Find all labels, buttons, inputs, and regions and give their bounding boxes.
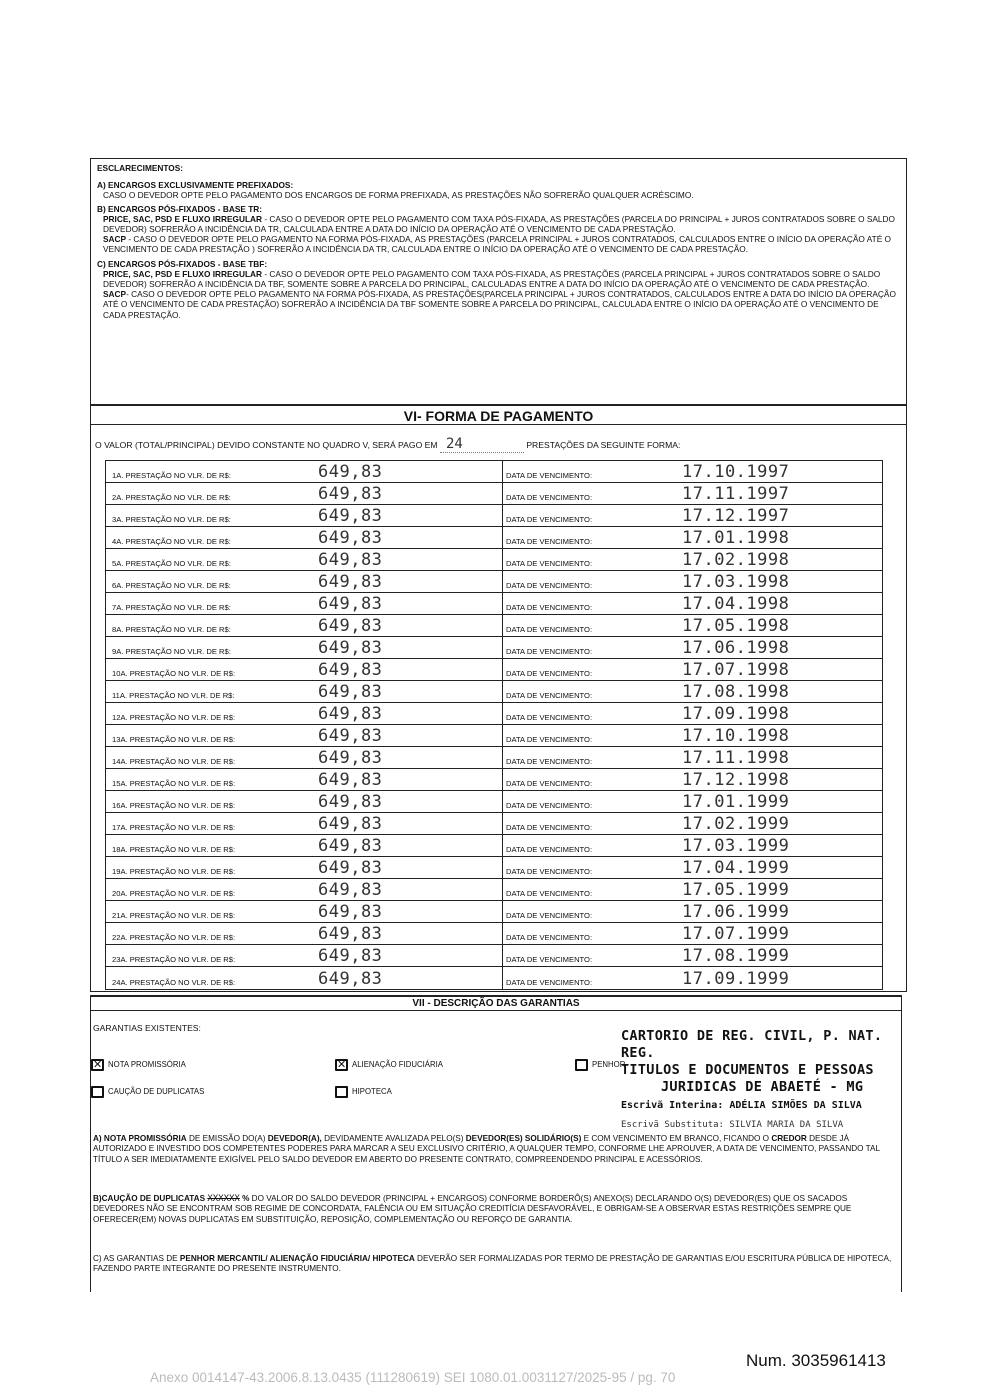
clause-a <box>93 1134 899 1165</box>
esc-c1-text: - CASO O DEVEDOR OPTE PELO PAGAMENTO COM TAXA PÓS-FIXADA, AS PRESTAÇÕES (PARCELA PRINCIPAL + JUROS CONTRATADOS SOBRE O SALDO DEVEDOR) SOFRERÃO A INCIDÊNCIA DA TBF, SOMENTE SOBRE A PARCELA DO PRINCIPAL, CALCULADAS ENTRE A DATA DO INÍCIO DA OPERAÇÃO ATÉ O VENCIMENTO DE CADA PRESTAÇÃO. <box>103 268 881 290</box>
num-prestacoes-field: 24 <box>440 436 524 453</box>
table-row <box>106 615 882 637</box>
clause-a-devedor: DEVEDOR(A), <box>267 1134 322 1143</box>
vencimento-label: DATA DE VENCIMENTO: <box>506 581 593 590</box>
prestacao-label: 13A. PRESTAÇÃO NO VLR. DE R$: <box>112 735 236 744</box>
option-caucao-duplicatas[interactable] <box>91 1086 204 1098</box>
clause-b-head: B)CAUÇÃO DE DUPLICATAS <box>93 1194 206 1203</box>
esc-c2-head: SACP <box>103 289 127 300</box>
prestacao-value: 649,83 <box>318 726 383 746</box>
vencimento-date: 17.05.1998 <box>682 616 790 636</box>
vencimento-label: DATA DE VENCIMENTO: <box>506 647 593 656</box>
cartorio-stamp <box>621 1028 921 1130</box>
clause-a-head: NOTA PROMISSÓRIA <box>103 1134 187 1143</box>
vencimento-date: 17.03.1999 <box>682 836 790 856</box>
prestacao-label: 11A. PRESTAÇÃO NO VLR. DE R$: <box>112 691 235 700</box>
prestacao-value: 649,83 <box>318 594 383 614</box>
prestacao-label: 1A. PRESTAÇÃO NO VLR. DE R$: <box>112 471 231 480</box>
table-row <box>106 461 882 483</box>
forma-pagamento-section <box>90 404 907 992</box>
vencimento-label: DATA DE VENCIMENTO: <box>506 603 593 612</box>
table-row <box>106 527 882 549</box>
hipoteca-label: HIPOTECA <box>352 1087 392 1097</box>
vencimento-date: 17.10.1998 <box>682 726 790 746</box>
vencimento-date: 17.01.1998 <box>682 528 790 548</box>
stamp-line-1: CARTORIO DE REG. CIVIL, P. NAT. REG. <box>621 1028 883 1061</box>
clause-b-pct: % <box>242 1194 250 1203</box>
prestacao-value: 649,83 <box>318 704 383 724</box>
table-row <box>106 857 882 879</box>
option-nota-promissoria[interactable] <box>91 1059 186 1071</box>
clause-c-head: PENHOR MERCANTIL/ ALIENAÇÃO FIDUCIÁRIA/ HIPOTECA <box>179 1254 415 1263</box>
vencimento-label: DATA DE VENCIMENTO: <box>506 779 593 788</box>
clause-b-text: DO VALOR DO SALDO DEVEDOR (PRINCIPAL + ENCARGOS) CONFORME BORDERÔ(S) ANEXO(S) DECLARANDO O(S) DEVEDOR(ES) QUE OS SACADOS DEVEDORES NÃO SE ENCONTRAM SOB REGIME DE CONCORDATA, FALÊNCIA OU EM SITUAÇÃO CREDITÍCIA DESFAVORÁVEL, E OBRIGAM-SE A OBSERVAR ESTAS RESTRIÇÕES SEMPRE QUE OFERECER(EM) NOVAS DUPLICATAS EM SUBSTITUIÇÃO, REPOSIÇÃO, COMPLEMENTAÇÃO OU REFORÇO DE GARANTIA. <box>93 1194 852 1224</box>
vencimento-date: 17.09.1999 <box>682 969 790 989</box>
table-row <box>106 769 882 791</box>
esc-c1-head: PRICE, SAC, PSD E FLUXO IRREGULAR <box>103 268 263 279</box>
esc-b2 <box>97 234 900 254</box>
prestacao-value: 649,83 <box>318 638 383 658</box>
table-row <box>106 659 882 681</box>
prestacao-label: 24A. PRESTAÇÃO NO VLR. DE R$: <box>112 978 236 987</box>
option-alienacao-fiduciaria[interactable] <box>335 1059 443 1071</box>
valor-line <box>95 436 680 453</box>
prestacao-label: 10A. PRESTAÇÃO NO VLR. DE R$: <box>112 669 236 678</box>
table-row <box>106 681 882 703</box>
prestacao-value: 649,83 <box>318 858 383 878</box>
clause-c-prefix: C) AS GARANTIAS DE <box>93 1254 180 1263</box>
clause-a-devedor-solidario: DEVEDOR(ES) SOLIDÁRIO(S) <box>465 1134 582 1143</box>
esc-b1 <box>97 214 900 234</box>
vencimento-label: DATA DE VENCIMENTO: <box>506 625 593 634</box>
prestacao-label: 20A. PRESTAÇÃO NO VLR. DE R$: <box>112 889 236 898</box>
table-row <box>106 923 882 945</box>
stamp-line-2: TITULOS E DOCUMENTOS E PESSOAS <box>621 1062 874 1078</box>
table-row <box>106 813 882 835</box>
vencimento-label: DATA DE VENCIMENTO: <box>506 691 593 700</box>
vencimento-label: DATA DE VENCIMENTO: <box>506 867 593 876</box>
vencimento-date: 17.08.1999 <box>682 946 790 966</box>
prestacao-value: 649,83 <box>318 814 383 834</box>
prestacao-value: 649,83 <box>318 572 383 592</box>
esc-b1-head: PRICE, SAC, PSD E FLUXO IRREGULAR <box>103 213 263 224</box>
vencimento-label: DATA DE VENCIMENTO: <box>506 933 593 942</box>
prestacao-label: 14A. PRESTAÇÃO NO VLR. DE R$: <box>112 757 236 766</box>
table-row <box>106 725 882 747</box>
table-row <box>106 505 882 527</box>
prestacao-value: 649,83 <box>318 946 383 966</box>
clause-b <box>93 1194 899 1225</box>
vencimento-date: 17.04.1998 <box>682 594 790 614</box>
stamp-line-5: Escrivã Substituta: SILVIA MARIA DA SILVA <box>621 1120 844 1130</box>
penhor-checkbox[interactable] <box>575 1059 588 1071</box>
prestacao-label: 6A. PRESTAÇÃO NO VLR. DE R$: <box>112 581 231 590</box>
table-row <box>106 901 882 923</box>
vencimento-label: DATA DE VENCIMENTO: <box>506 889 593 898</box>
esc-c1 <box>97 269 900 289</box>
prestacao-label: 12A. PRESTAÇÃO NO VLR. DE R$: <box>112 713 236 722</box>
annex-reference: Anexo 0014147-43.2006.8.13.0435 (111280619) SEI 1080.01.0031127/2025-95 / pg. 70 <box>150 1370 676 1385</box>
vencimento-date: 17.11.1997 <box>682 484 790 504</box>
garantias-existentes-label: GARANTIAS EXISTENTES: <box>93 1023 201 1033</box>
hipoteca-checkbox[interactable] <box>335 1086 348 1098</box>
stamp-line-3: JURIDICAS DE ABAETÉ - MG <box>661 1079 864 1095</box>
vencimento-label: DATA DE VENCIMENTO: <box>506 493 593 502</box>
vencimento-label: DATA DE VENCIMENTO: <box>506 801 593 810</box>
vencimento-date: 17.05.1999 <box>682 880 790 900</box>
esc-b1-text: - CASO O DEVEDOR OPTE PELO PAGAMENTO COM TAXA PÓS-FIXADA, AS PRESTAÇÕES (PARCELA DO PRINCIPAL + JUROS CONTRATADOS SOBRE O SALDO DEVEDOR) SOFRERÃO A INCIDÊNCIA DA TR, CALCULADA ENTRE A DATA DO INÍCIO DA OPERAÇÃO ATÉ O VENCIMENTO DE CADA PRESTAÇÃO. <box>103 213 895 235</box>
prestacao-label: 22A. PRESTAÇÃO NO VLR. DE R$: <box>112 933 236 942</box>
prestacao-value: 649,83 <box>318 836 383 856</box>
table-row <box>106 637 882 659</box>
prestacao-value: 649,83 <box>318 792 383 812</box>
vencimento-date: 17.07.1999 <box>682 924 790 944</box>
esc-b-heading: B) ENCARGOS PÓS-FIXADOS - BASE TR: <box>97 203 263 214</box>
vencimento-label: DATA DE VENCIMENTO: <box>506 955 593 964</box>
prestacao-value: 649,83 <box>318 969 383 989</box>
vencimento-label: DATA DE VENCIMENTO: <box>506 845 593 854</box>
esc-b2-head: SACP <box>103 234 127 245</box>
prestacao-value: 649,83 <box>318 506 383 526</box>
table-row <box>106 835 882 857</box>
prestacao-value: 649,83 <box>318 902 383 922</box>
prestacao-value: 649,83 <box>318 616 383 636</box>
esc-c2 <box>97 289 900 320</box>
stamp-line-4: Escrivã Interina: ADÉLIA SIMÕES DA SILVA <box>621 1100 862 1111</box>
prestacao-label: 17A. PRESTAÇÃO NO VLR. DE R$: <box>112 823 236 832</box>
alienacao-fiduciaria-label: ALIENAÇÃO FIDUCIÁRIA <box>352 1060 443 1070</box>
vencimento-date: 17.04.1999 <box>682 858 790 878</box>
vencimento-date: 17.06.1999 <box>682 902 790 922</box>
table-row <box>106 593 882 615</box>
prestacao-label: 21A. PRESTAÇÃO NO VLR. DE R$: <box>112 911 236 920</box>
esc-a-text: CASO O DEVEDOR OPTE PELO PAGAMENTO DOS ENCARGOS DE FORMA PREFIXADA, AS PRESTAÇÕES NÃO SOFRERÃO QUALQUER ACRÉSCIMO. <box>103 190 694 201</box>
nota-promissoria-checkbox[interactable] <box>91 1059 104 1071</box>
forma-pagamento-title: VI- FORMA DE PAGAMENTO <box>91 406 906 425</box>
vencimento-label: DATA DE VENCIMENTO: <box>506 471 593 480</box>
prestacao-value: 649,83 <box>318 462 383 482</box>
prestacao-value: 649,83 <box>318 924 383 944</box>
table-row <box>106 791 882 813</box>
table-row <box>106 549 882 571</box>
clause-a-1: DE EMISSÃO DO(A) <box>186 1134 268 1143</box>
valor-suffix: PRESTAÇÕES DA SEGUINTE FORMA: <box>526 440 681 450</box>
garantias-title: VII - DESCRIÇÃO DAS GARANTIAS <box>91 997 901 1011</box>
vencimento-label: DATA DE VENCIMENTO: <box>506 978 593 987</box>
prestacao-value: 649,83 <box>318 748 383 768</box>
clause-c-text: DEVERÃO SER FORMALIZADAS POR TERMO DE PRESTAÇÃO DE GARANTIAS E/OU ESCRITURA PÚBLICA DE HIPOTECA, FAZENDO PARTE INTEGRANTE DO PRESENTE INSTRUMENTO. <box>93 1254 892 1274</box>
table-row <box>106 879 882 901</box>
prestacoes-table <box>105 460 883 990</box>
nota-promissoria-label: NOTA PROMISSÓRIA <box>108 1060 186 1070</box>
prestacao-value: 649,83 <box>318 660 383 680</box>
prestacao-value: 649,83 <box>318 682 383 702</box>
prestacao-value: 649,83 <box>318 484 383 504</box>
vencimento-label: DATA DE VENCIMENTO: <box>506 757 593 766</box>
clause-a-4: DESDE JÁ AUTORIZADO E INVESTIDO DOS COMPETENTES PODERES PARA MARCAR A SEU EXCLUSIVO CRITÉRIO, A QUALQUER TEMPO, CONFORME LHE APROUVER, A DATA DE VENCIMENTO, PASSANDO TAL TÍTULO A SER IMEDIATAMENTE EXIGÍVEL PELO SALDO DEVEDOR EM ABERTO DO PRESENTE CONTRATO, COMPREENDENDO PRINCIPAL E ACESSÓRIOS. <box>93 1134 880 1164</box>
vencimento-date: 17.07.1998 <box>682 660 790 680</box>
vencimento-label: DATA DE VENCIMENTO: <box>506 735 593 744</box>
prestacao-label: 15A. PRESTAÇÃO NO VLR. DE R$: <box>112 779 236 788</box>
clause-a-credor: CREDOR <box>771 1134 807 1143</box>
prestacao-label: 19A. PRESTAÇÃO NO VLR. DE R$: <box>112 867 236 876</box>
vencimento-date: 17.11.1998 <box>682 748 790 768</box>
clause-a-2: DEVIDAMENTE AVALIZADA PELO(S) <box>321 1134 466 1143</box>
prestacao-label: 9A. PRESTAÇÃO NO VLR. DE R$: <box>112 647 231 656</box>
table-row <box>106 967 882 989</box>
vencimento-label: DATA DE VENCIMENTO: <box>506 515 593 524</box>
prestacao-label: 7A. PRESTAÇÃO NO VLR. DE R$: <box>112 603 231 612</box>
prestacao-label: 2A. PRESTAÇÃO NO VLR. DE R$: <box>112 493 231 502</box>
alienacao-fiduciaria-checkbox[interactable] <box>335 1059 348 1071</box>
esclarecimentos-title: ESCLARECIMENTOS: <box>97 163 184 173</box>
prestacao-label: 16A. PRESTAÇÃO NO VLR. DE R$: <box>112 801 236 810</box>
table-row <box>106 703 882 725</box>
caucao-duplicatas-label: CAUÇÃO DE DUPLICATAS <box>108 1087 205 1097</box>
vencimento-date: 17.02.1998 <box>682 550 790 570</box>
clause-a-3: E COM VENCIMENTO EM BRANCO, FICANDO O <box>581 1134 772 1143</box>
option-hipoteca[interactable] <box>335 1086 392 1098</box>
prestacao-value: 649,83 <box>318 550 383 570</box>
clause-c <box>93 1254 899 1275</box>
valor-prefix: O VALOR (TOTAL/PRINCIPAL) DEVIDO CONSTANTE NO QUADRO V, SERÁ PAGO EM <box>95 440 438 450</box>
table-row <box>106 747 882 769</box>
esc-c2-text: - CASO O DEVEDOR OPTE PELO PAGAMENTO NA FORMA PÓS-FIXADA, AS PRESTAÇÕES(PARCELA PRINCIPAL + JUROS CONTRATADOS, CALCULADOS ENTRE A DATA DO INÍCIO DA OPERAÇÃO ATÉ O VENCIMENTO DE CADA PRESTAÇÃO) SOFRERÃO A INCIDÊNCIA DA TBF SOMENTE SOBRE A PARCELA DO PRINCIPAL, CALCULADA ENTRE O INÍCIO DA OPERAÇÃO ATÉ O VENCIMENTO DE CADA PRESTAÇÃO. <box>103 289 896 320</box>
prestacao-value: 649,83 <box>318 528 383 548</box>
table-row <box>106 945 882 967</box>
prestacao-value: 649,83 <box>318 880 383 900</box>
document-number: Num. 3035961413 <box>746 1351 886 1370</box>
vencimento-label: DATA DE VENCIMENTO: <box>506 713 593 722</box>
caucao-duplicatas-checkbox[interactable] <box>91 1086 104 1098</box>
garantias-section <box>90 995 902 1292</box>
prestacao-label: 23A. PRESTAÇÃO NO VLR. DE R$: <box>112 955 236 964</box>
vencimento-date: 17.08.1998 <box>682 682 790 702</box>
prestacao-label: 4A. PRESTAÇÃO NO VLR. DE R$: <box>112 537 231 546</box>
esclarecimentos-box <box>90 158 907 404</box>
esc-b2-text: - CASO O DEVEDOR OPTE PELO PAGAMENTO NA FORMA PÓS-FIXADA, AS PRESTAÇÕES (PARCELA PRINCIPAL + JUROS CONTRATADOS, CALCULADOS ENTRE O INÍCIO DA OPERAÇÃO ATÉ O VENCIMENTO DE CADA PRESTAÇÃO ) SOFRERÃO A INCIDÊNCIA DA TR, CALCULADA ENTRE O INÍCIO DA OPERAÇÃO ATÉ O VENCIMENTO DE CADA PRESTAÇÃO. <box>103 234 891 255</box>
vencimento-date: 17.12.1998 <box>682 770 790 790</box>
vencimento-label: DATA DE VENCIMENTO: <box>506 537 593 546</box>
prestacao-value: 649,83 <box>318 770 383 790</box>
vencimento-label: DATA DE VENCIMENTO: <box>506 911 593 920</box>
vencimento-date: 17.12.1997 <box>682 506 790 526</box>
prestacao-label: 18A. PRESTAÇÃO NO VLR. DE R$: <box>112 845 236 854</box>
vencimento-label: DATA DE VENCIMENTO: <box>506 669 593 678</box>
vencimento-label: DATA DE VENCIMENTO: <box>506 823 593 832</box>
vencimento-date: 17.01.1999 <box>682 792 790 812</box>
vencimento-date: 17.06.1998 <box>682 638 790 658</box>
vencimento-label: DATA DE VENCIMENTO: <box>506 559 593 568</box>
vencimento-date: 17.09.1998 <box>682 704 790 724</box>
option-penhor[interactable] <box>575 1059 625 1071</box>
vencimento-date: 17.03.1998 <box>682 572 790 592</box>
vencimento-date: 17.02.1999 <box>682 814 790 834</box>
prestacao-label: 8A. PRESTAÇÃO NO VLR. DE R$: <box>112 625 231 634</box>
prestacao-label: 3A. PRESTAÇÃO NO VLR. DE R$: <box>112 515 231 524</box>
table-row <box>106 571 882 593</box>
esc-a-heading: A) ENCARGOS EXCLUSIVAMENTE PREFIXADOS: <box>97 180 294 191</box>
table-row <box>106 483 882 505</box>
penhor-label: PENHOR <box>592 1060 626 1070</box>
prestacao-label: 5A. PRESTAÇÃO NO VLR. DE R$: <box>112 559 231 568</box>
vencimento-date: 17.10.1997 <box>682 462 790 482</box>
clause-a-prefix: A) <box>93 1134 104 1143</box>
clause-b-fill: XXXXXX <box>207 1194 240 1204</box>
esc-c-heading: C) ENCARGOS PÓS-FIXADOS - BASE TBF: <box>97 258 268 269</box>
